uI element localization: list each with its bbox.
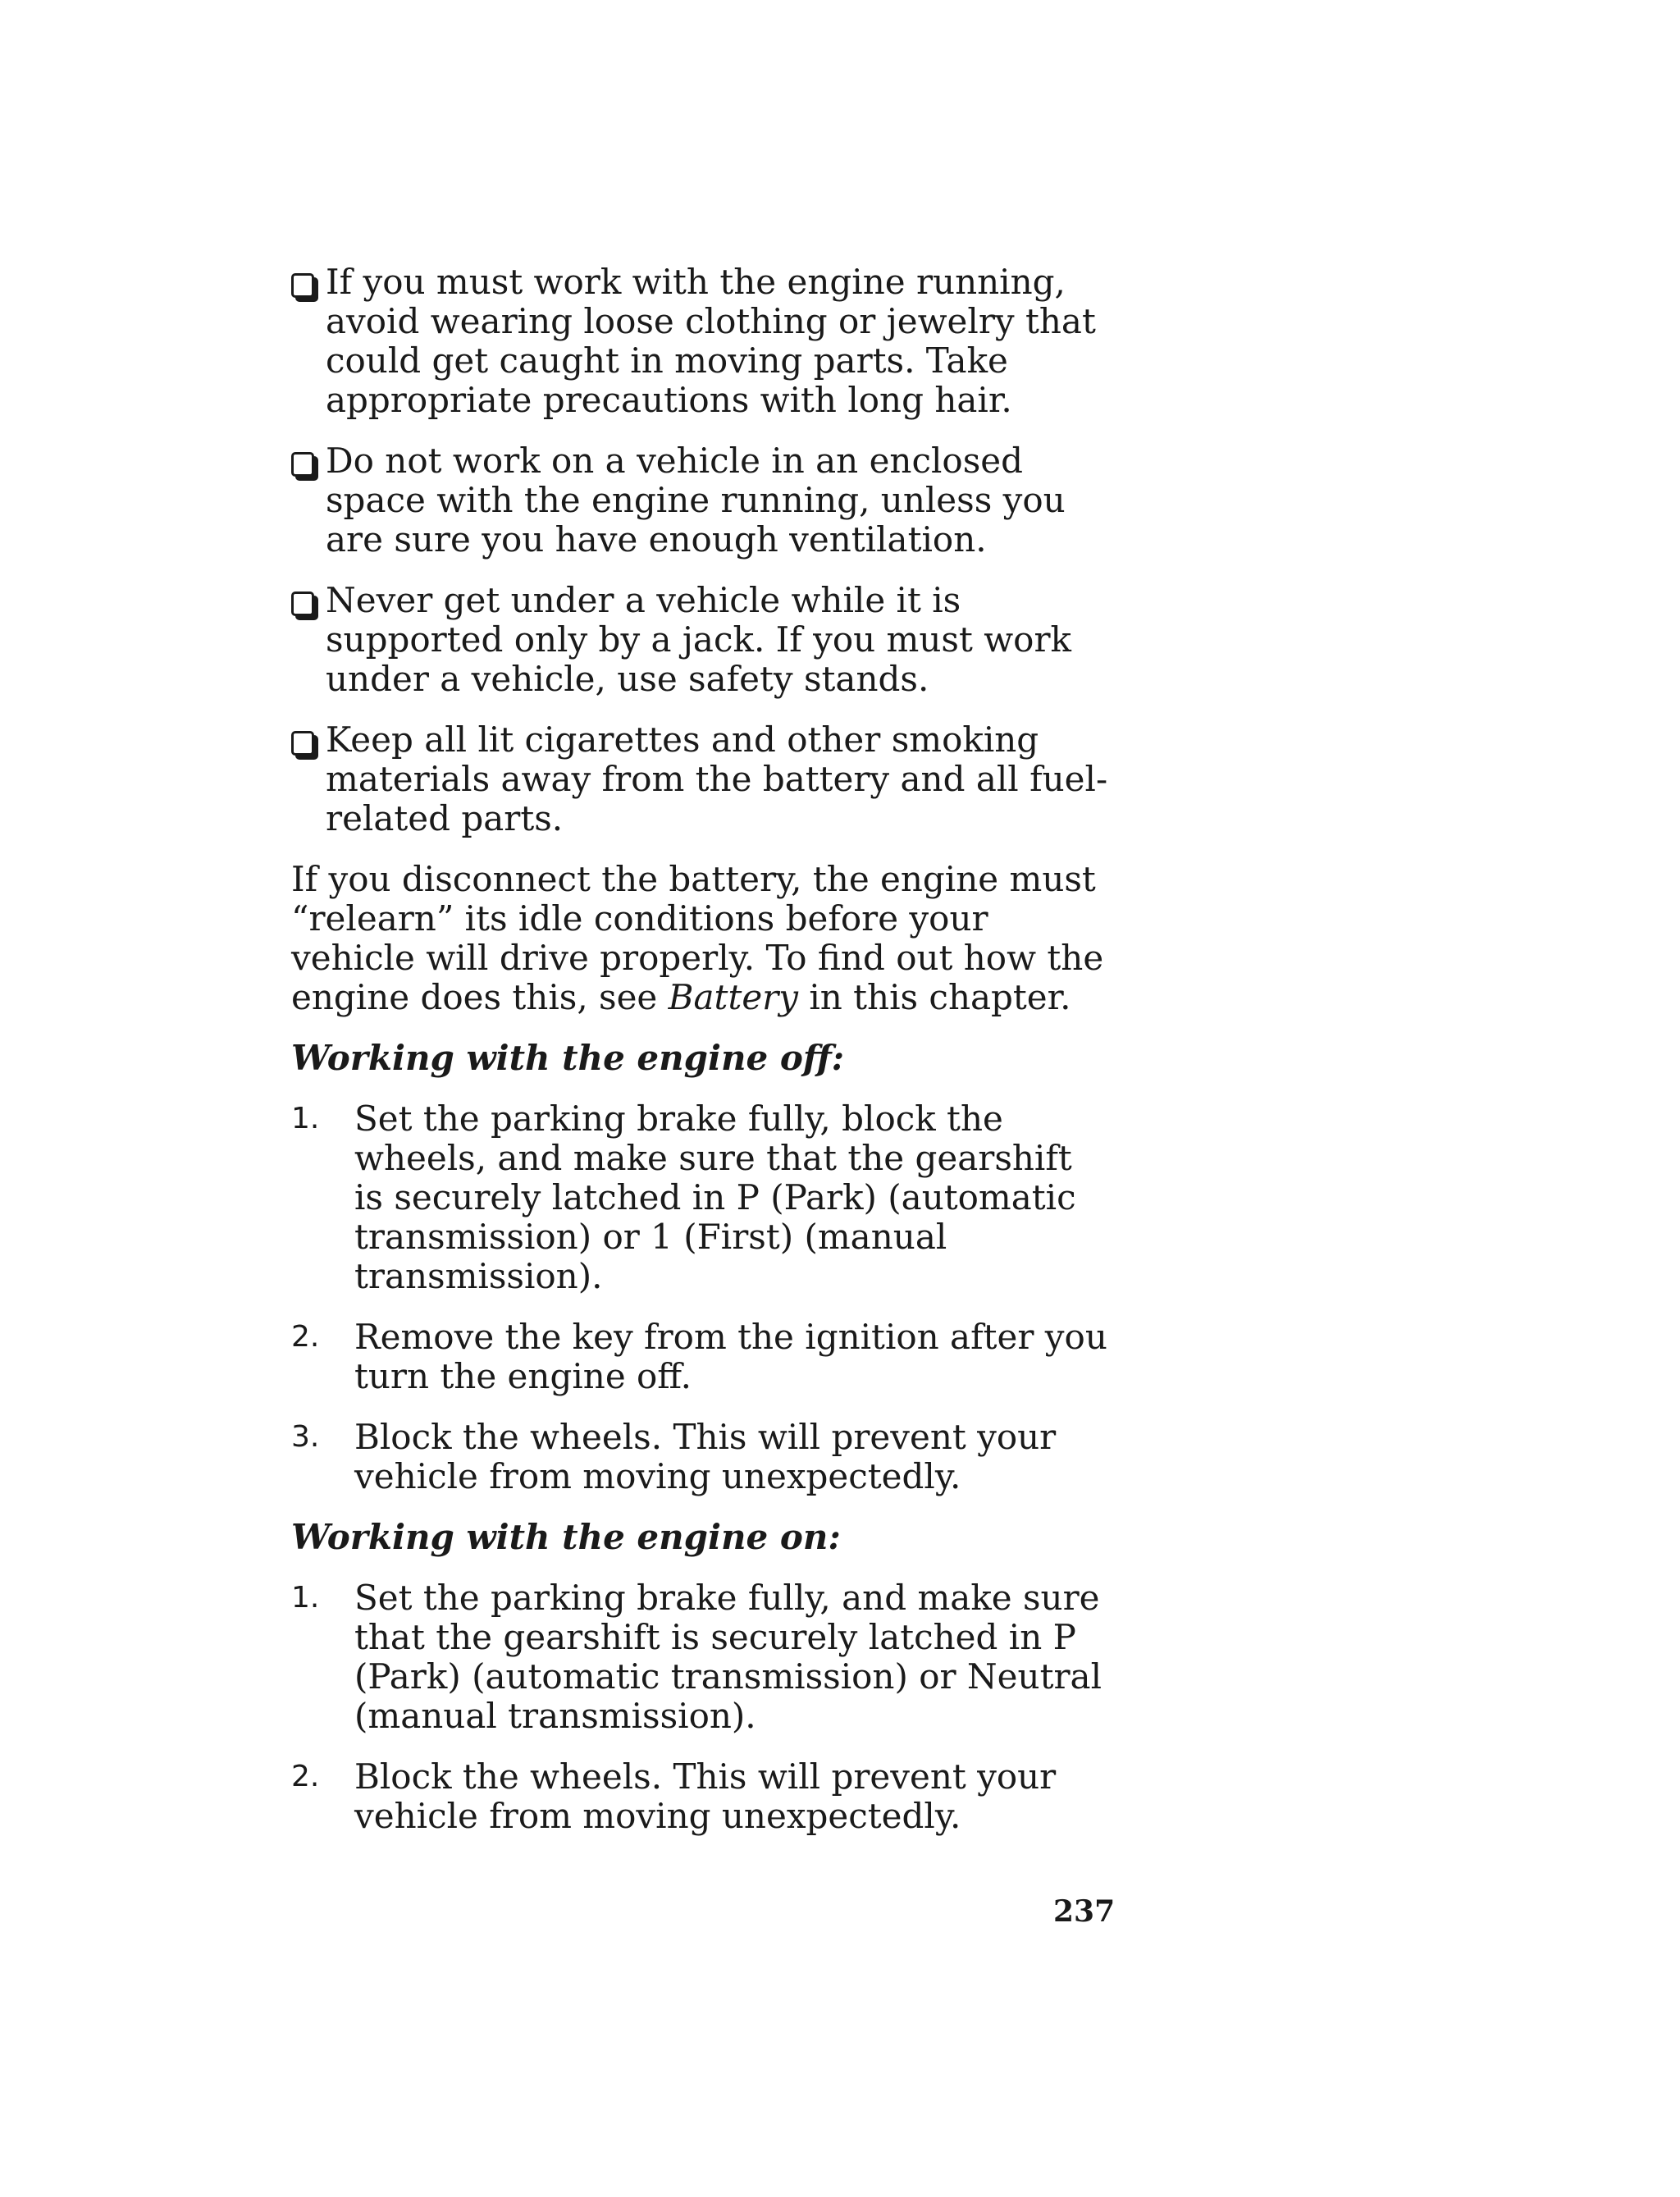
step-item	[291, 1757, 1112, 1836]
engine-off-steps	[291, 1099, 1112, 1496]
safety-checklist	[291, 263, 1112, 838]
checklist-item	[291, 581, 1112, 699]
engine-on-steps	[291, 1578, 1112, 1836]
step-number: 2.	[291, 1760, 320, 1793]
checklist-item-text: Keep all lit cigarettes and other smoking materials away from the battery and all fuel-related parts.	[326, 719, 1108, 838]
step-number: 2.	[291, 1320, 320, 1354]
step-text: Set the parking brake fully, and make sure that the gearshift is securely latched in P (Park) (automatic transmission) or Neutral (manual transmission).	[354, 1578, 1102, 1736]
step-text: Set the parking brake fully, block the wheels, and make sure that the gearshift is securely latched in P (Park) (automatic transmission) or 1 (First) (manual transmission).	[354, 1098, 1076, 1296]
page-number: 237	[1053, 1894, 1116, 1929]
battery-paragraph-text-end: in this chapter.	[797, 977, 1071, 1017]
checklist-item	[291, 263, 1112, 420]
step-item	[291, 1099, 1112, 1296]
checkbox-icon	[291, 273, 319, 303]
checkbox-icon	[291, 452, 319, 482]
step-item	[291, 1318, 1112, 1396]
checklist-item	[291, 441, 1112, 560]
battery-reference: Battery	[668, 977, 798, 1017]
checklist-item	[291, 720, 1112, 838]
step-text: Block the wheels. This will prevent your vehicle from moving unexpectedly.	[354, 1756, 1057, 1836]
step-item	[291, 1418, 1112, 1496]
battery-relearn-paragraph	[291, 860, 1112, 1017]
checklist-item-text: Never get under a vehicle while it is supported only by a jack. If you must work under a vehicle, use safety stands.	[326, 580, 1071, 699]
step-number: 1.	[291, 1102, 320, 1135]
manual-page	[291, 263, 1112, 1857]
checklist-item-text: If you must work with the engine running, avoid wearing loose clothing or jewelry that could get caught in moving parts. Take appropriate precautions with long hair.	[326, 262, 1096, 420]
step-item	[291, 1578, 1112, 1736]
engine-on-heading: Working with the engine on:	[291, 1517, 841, 1557]
step-text: Block the wheels. This will prevent your vehicle from moving unexpectedly.	[354, 1417, 1057, 1496]
checkbox-icon	[291, 592, 319, 621]
battery-paragraph-text: If you disconnect the battery, the engine must “relearn” its idle conditions before your vehicle will drive properly. To find out how the engine does this, see	[291, 859, 1104, 1017]
engine-off-heading: Working with the engine off:	[291, 1038, 845, 1078]
step-number: 1.	[291, 1581, 320, 1615]
step-text: Remove the key from the ignition after you turn the engine off.	[354, 1317, 1107, 1396]
checkbox-icon	[291, 731, 319, 760]
step-number: 3.	[291, 1420, 320, 1454]
checklist-item-text: Do not work on a vehicle in an enclosed space with the engine running, unless you are sure you have enough ventilation.	[326, 441, 1066, 560]
